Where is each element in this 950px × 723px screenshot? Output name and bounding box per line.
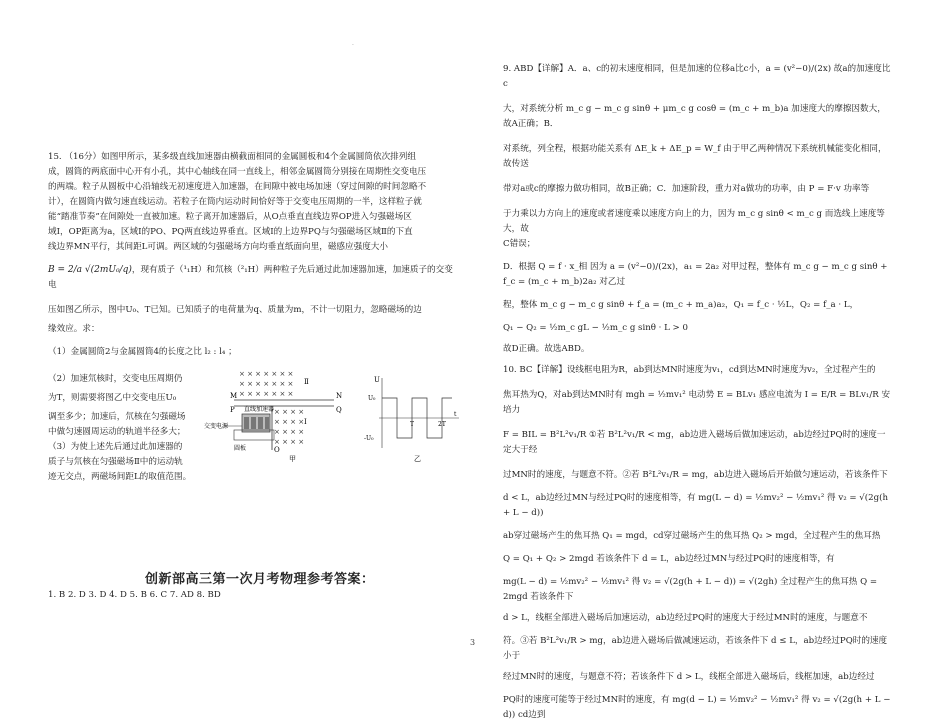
top-mark: ·: [352, 42, 354, 49]
sub2-line: 中做匀速圆周运动的轨道半径多大；: [48, 427, 186, 437]
b-formula-tail: ，现有质子（¹₁H）和氘核（²₁H）两种粒子先后通过此加速器加速，加速质子的交变电: [48, 265, 453, 290]
answer-line: 过MN时的速度，与题意不符。②若 B²L²v₁/R = mg，ab边进入磁场后开始做匀速运动，若该条件下: [503, 470, 888, 480]
tube: [265, 417, 269, 429]
label-t-axis: t: [454, 411, 457, 418]
answer-line: d > L，线框全部进入磁场后加速运动，ab边经过PQ时的速度大于经过MN时的速度，与题意不: [503, 613, 868, 623]
label-2t: 2T: [438, 421, 446, 428]
q15-line: 计），在圆筒内做匀速直线运动。若粒子在筒内运动时间恰好等于交变电压周期的一半，这样粒子就: [48, 197, 422, 207]
answer-line: 对系统，列全程，根据功能关系有 ΔE_k + ΔE_p = W_f 由于甲乙两种情况下系统机械能变化相同，故传送: [503, 144, 887, 169]
answer-line: mg(L − d) = ½mv₂² − ½mv₁² 得 v₂ = √(2g(h + L − d)) = √(2gh) 全过程产生的焦耳热 Q = 2mgd 若该条件下: [503, 577, 878, 602]
label-accelerator: 直线加速器: [244, 406, 275, 413]
label-neg-u0: -U₀: [364, 435, 374, 442]
b-formula: B = 2/a √(2mU₀/q): [48, 265, 132, 275]
svg-text:× × × ×: × × × ×: [274, 408, 305, 416]
answer-list: 1. B 2. D 3. D 4. D 5. B 6. C 7. AD 8. BD: [48, 590, 221, 600]
q15-line: 15. （16分）如图甲所示，某多级直线加速器由横截面相同的金属圆板和4个金属圆筒依次排列组: [48, 152, 416, 162]
svg-text:× × × × × × ×: × × × × × × ×: [239, 370, 294, 378]
tube: [258, 417, 263, 429]
svg-text:× × × ×: × × × ×: [274, 428, 305, 436]
q15-line: 线边界MN平行，其间距L可调。两区域的匀强磁场方向均垂直纸面向里，磁感应强度大小: [48, 242, 388, 252]
answer-line: 经过MN时的速度，与题意不符；若该条件下 d > L，线框全部进入磁场后，线框加速，ab边经过: [503, 672, 875, 682]
sub3-line: （3）为使上述先后通过此加速器的: [48, 442, 183, 452]
label-power: 交变电源: [204, 423, 229, 430]
answer-line: 故D正确。故选ABD。: [503, 344, 590, 354]
svg-text:× × × × × × ×: × × × × × × ×: [239, 380, 294, 388]
answer-line: ab穿过磁场产生的焦耳热 Q₁ = mgd，cd穿过磁场产生的焦耳热 Q₂ > mgd，全过程产生的焦耳热: [503, 531, 881, 541]
answer-line: 于力乘以力方向上的速度或者速度乘以速度方向上的力，因为 m_c g sinθ < m_c g 而选线上速度等大，故: [503, 209, 885, 234]
answer-heading: 创新部高三第一次月考物理参考答案：: [145, 572, 375, 587]
q15-line: 成，圆筒的两底面中心开有小孔，其中心轴线在同一直线上，相邻金属圆筒分别接在周期性交变电压: [48, 167, 427, 177]
svg-text:× × × ×: × × × ×: [274, 418, 305, 426]
label-jia: 甲: [289, 455, 296, 463]
sub2-line: 为T，则需要将图乙中交变电压U₀: [48, 393, 177, 403]
label-n: N: [336, 392, 343, 400]
answer-line: PQ时的速度可能等于经过MN时的速度，有 mg(d − L) = ½mv₂² − ½mv₁² 得 v₂ = √(2g(h + L − d)) cd边到: [503, 695, 891, 720]
label-region-1: Ⅰ: [304, 418, 307, 426]
question-15-text: [48, 150, 458, 360]
answer-line: Q₁ − Q₂ = ½m_c gL − ½m_c g sinθ · L > 0: [503, 323, 688, 333]
answer-line: 符。③若 B²L²v₁/R > mg，ab边进入磁场后做减速运动，若该条件下 d ≤ L，ab边经过PQ时的速度小于: [503, 636, 888, 661]
label-q: Q: [336, 406, 342, 414]
answer-line: 大，对系统分析 m_c g − m_c g sinθ + μm_c g cosθ = (m_c + m_b)a 加速度大的摩擦因数大，故A正确；B．: [503, 104, 886, 129]
tube: [251, 417, 256, 429]
q15-formula-line: [48, 263, 458, 293]
answer-line: D．根据 Q = f · x_相 因为 a = (v²−0)/(2x)，a₁ = 2a₂ 对甲过程，整体有 m_c g − m_c g sinθ + f_c = (m_c + m_b)2a₂ 对乙过: [503, 262, 888, 287]
svg-text:× × × × × × ×: × × × × × × ×: [239, 390, 294, 398]
answer-line: 10. BC【详解】设线框电阻为R，ab到达MN时速度为v₁，cd到达MN时速度为v₂，全过程产生的: [503, 365, 876, 375]
answer-line: C错误；: [503, 239, 536, 249]
label-u: U: [374, 376, 380, 384]
label-p: P: [230, 406, 235, 414]
q15-line: 域Ⅰ，OP距离为a，区域Ⅰ的PO、PQ两直线边界垂直。区域Ⅰ的上边界PQ与匀强磁场区域Ⅱ的下直: [48, 227, 413, 237]
q15-line: 的两端。粒子从圆板中心沿轴线无初速度进入加速器，在间隙中被电场加速（穿过间隙的时间忽略不: [48, 182, 427, 192]
tube: [244, 417, 249, 429]
label-yi: 乙: [414, 455, 421, 463]
label-t-period: T: [410, 421, 415, 428]
page-number: 3: [470, 638, 476, 647]
label-u0: U₀: [368, 395, 376, 402]
answer-line: 9. ABD【详解】A．a、c的初末速度相同，但是加速的位移a比c小，a = (v²−0)/(2x) 故a的加速度比c: [503, 64, 891, 89]
answer-line: F = BIL = B²L²v₁/R ①若 B²L²v₁/R < mg，ab边进入磁场后做加速运动，ab边经过PQ时的速度一定大于经: [503, 430, 886, 455]
q15-line: 缘效应。求：: [48, 324, 100, 334]
label-region-2: Ⅱ: [304, 378, 309, 386]
q15-line: 能“踏准节奏”在间隙处一直被加速。粒子离开加速器后，从O点垂直直线边界OP进入匀强磁场区: [48, 212, 412, 222]
answer-line: 程，整体 m_c g − m_c g sinθ + f_a = (m_c + m_a)a₂，Q₁ = f_c · ½L，Q₂ = f_a · L，: [503, 300, 859, 310]
svg-text:× × × ×: × × × ×: [274, 438, 305, 446]
sub2-line: （2）加速氘核时，交变电压周期仍: [48, 374, 183, 384]
sub-question-2: [48, 372, 218, 485]
label-o: O: [274, 446, 280, 454]
answer-line: Q = Q₁ + Q₂ > 2mgd 若该条件下 d = L，ab边经过MN与经过PQ时的速度相等，有: [503, 554, 835, 564]
sub2-line: 调至多少；加速后，氘核在匀强磁场: [48, 412, 186, 422]
answer-line: d < L，ab边经过MN与经过PQ时的速度相等，有 mg(L − d) = ½mv₂² − ½mv₁² 得 v₂ = √(2g(h + L − d)): [503, 493, 888, 518]
answer-line: 带对a或c的摩擦力做功相同，故B正确；C．加速阶段，重力对a做功的功率，由 P = F·v 功率等: [503, 184, 870, 194]
figure-svg: [204, 368, 464, 463]
answer-line: 焦耳热为Q，对ab到达MN时有 mgh = ½mv₁² 电动势 E = BLv₁ 感应电流为 I = E/R = BLv₁/R 安培力: [503, 390, 891, 415]
sub3-line: 质子与氘核在匀强磁场Ⅱ中的运动轨: [48, 457, 183, 467]
answers-9-10: [503, 62, 893, 723]
label-m: M: [230, 392, 238, 400]
sub-question-1: （1）金属圆筒2与金属圆筒4的长度之比 l₂ : l₄ ；: [48, 347, 237, 357]
label-plate: 圆板: [234, 445, 247, 452]
figure-accelerator-and-voltage: [204, 368, 464, 463]
sub3-line: 迹无交点，两磁场间距L的取值范围。: [48, 472, 192, 482]
q15-line: 压如图乙所示，图中U₀、T已知。已知质子的电荷量为q、质量为m，不计一切阻力，忽略磁场的边: [48, 305, 422, 315]
